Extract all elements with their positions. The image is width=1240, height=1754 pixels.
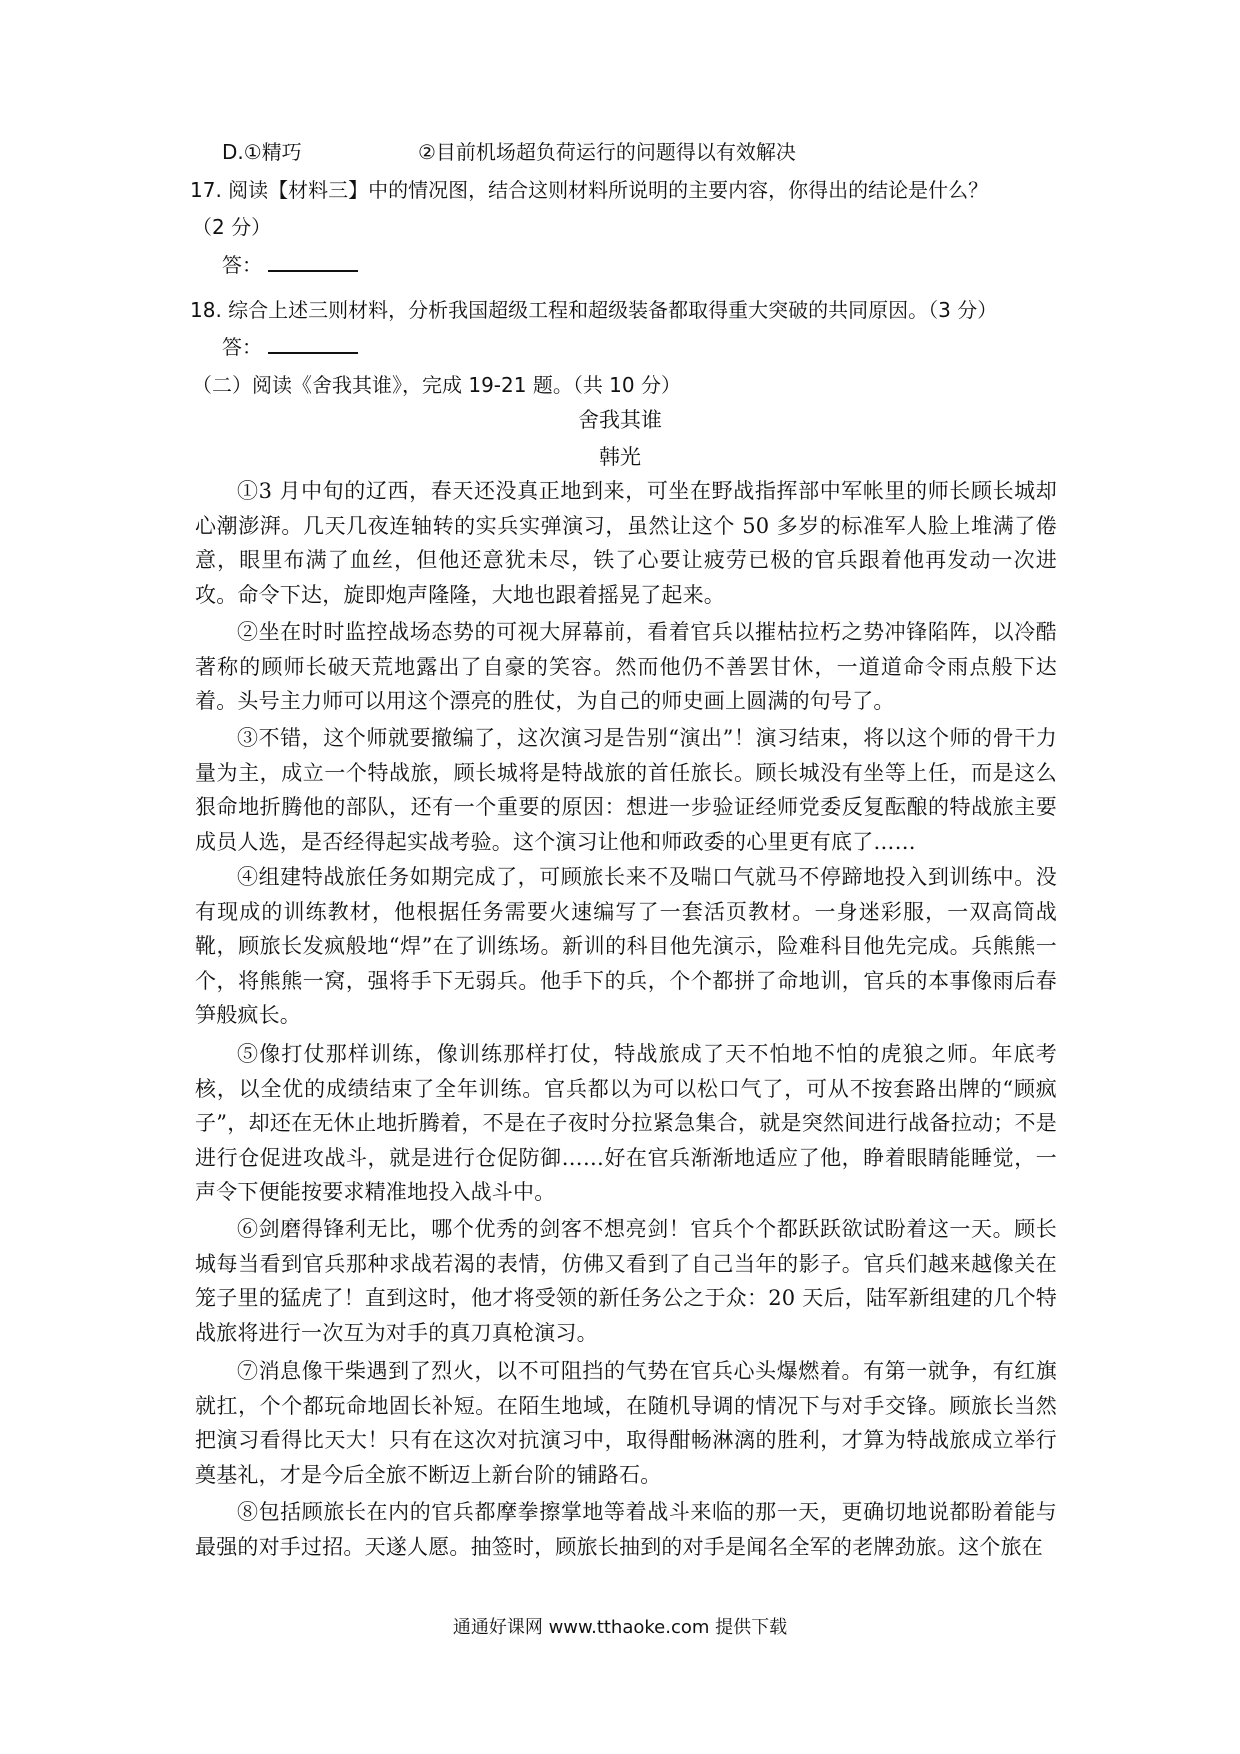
option-d-label: D.①精巧: [222, 140, 302, 164]
article-paragraph-4: ④组建特战旅任务如期完成了，可顾旅长来不及喘口气就马不停蹄地投入到训练中。没有现成的训练教材，他根据任务需要火速编写了一套活页教材。一身迷彩服，一双高筒战靴，顾旅长发疯般地“焊”在了训练场。新训的科目他先演示，险难科目他先完成。兵熊熊一个，将熊熊一窝，强将手下无弱兵。他手下的兵，个个都拼了命地训，官兵的本事像雨后春笋般疯长。: [195, 865, 1057, 1027]
footer-watermark: 通通好课网 www.tthaoke.com 提供下载: [452, 1617, 788, 1638]
article-title: 舍我其谁: [578, 408, 662, 432]
question-17-answer: [222, 250, 358, 280]
question-18-answer: [222, 332, 358, 362]
article-author: 韩光: [599, 445, 641, 469]
article-paragraph-6: ⑥剑磨得锋利无比，哪个优秀的剑客不想亮剑！官兵个个都跃跃欲试盼着这一天。顾长城每当看到官兵那种求战若渴的表情，仿佛又看到了自己当年的影子。官兵们越来越像关在笼子里的猛虎了！直到这时，他才将受领的新任务公之于众：20 天后，陆军新组建的几个特战旅将进行一次互为对手的真刀真枪演习。: [195, 1217, 1057, 1345]
article-paragraph-1: ①3 月中旬的辽西，春天还没真正地到来，可坐在野战指挥部中军帐里的师长顾长城却心潮澎湃。几天几夜连轴转的实兵实弹演习，虽然让这个 50 多岁的标准军人脸上堆满了倦意，眼里布满了血丝，但他还意犹未尽，铁了心要让疲劳已极的官兵跟着他再发动一次进攻。命令下达，旋即炮声隆隆，大地也跟着摇晃了起来。: [195, 479, 1057, 607]
article-paragraph-2: ②坐在时时监控战场态势的可视大屏幕前，看着官兵以摧枯拉朽之势冲锋陷阵，以冷酷著称的顾师长破天荒地露出了自豪的笑容。然而他仍不善罢甘休，一道道命令雨点般下达着。头号主力师可以用这个漂亮的胜仗，为自己的师史画上圆满的句号了。: [195, 620, 1057, 713]
option-d-line: [222, 137, 302, 167]
question-17: 17. 阅读【材料三】中的情况图，结合这则材料所说明的主要内容，你得出的结论是什么？: [190, 178, 989, 202]
article-paragraph-5: ⑤像打仗那样训练，像训练那样打仗，特战旅成了天不怕地不怕的虎狼之师。年底考核，以全优的成绩结束了全年训练。官兵都以为可以松口气了，可从不按套路出牌的“顾疯子”，却还在无休止地折腾着，不是在子夜时分拉紧急集合，就是突然间进行战备拉动；不是进行仓促进攻战斗，就是进行仓促防御……好在官兵渐渐地适应了他，睁着眼睛能睡觉，一声令下便能按要求精准地投入战斗中。: [195, 1042, 1057, 1204]
answer-label: 答：: [222, 253, 262, 277]
article-paragraph-7: ⑦消息像干柴遇到了烈火，以不可阻挡的气势在官兵心头爆燃着。有第一就争，有红旗就扛，个个都玩命地固长补短。在陌生地域，在随机导调的情况下与对手交锋。顾旅长当然把演习看得比天大！只有在这次对抗演习中，取得酣畅淋漓的胜利，才算为特战旅成立举行奠基礼，才是今后全旅不断迈上新台阶的铺路石。: [195, 1359, 1057, 1487]
question-17-score: （2 分）: [192, 215, 272, 239]
answer-blank-line[interactable]: [268, 250, 358, 272]
answer-blank-line[interactable]: [268, 332, 358, 354]
answer-label: 答：: [222, 335, 262, 359]
article-paragraph-8: ⑧包括顾旅长在内的官兵都摩拳擦掌地等着战斗来临的那一天，更确切地说都盼着能与最强的对手过招。天遂人愿。抽签时，顾旅长抽到的对手是闻名全军的老牌劲旅。这个旅在: [195, 1500, 1057, 1559]
article-paragraph-3: ③不错，这个师就要撤编了，这次演习是告别“演出”！演习结束，将以这个师的骨干力量为主，成立一个特战旅，顾长城将是特战旅的首任旅长。顾长城没有坐等上任，而是这么狠命地折腾他的部队，还有一个重要的原因：想进一步验证经师党委反复酝酿的特战旅主要成员人选，是否经得起实战考验。这个演习让他和师政委的心里更有底了……: [195, 726, 1057, 854]
option-d-text: ②目前机场超负荷运行的问题得以有效解决: [418, 140, 796, 164]
question-18: 18. 综合上述三则材料，分析我国超级工程和超级装备都取得重大突破的共同原因。（3 分）: [190, 298, 998, 322]
section-heading: （二）阅读《舍我其谁》，完成 19-21 题。（共 10 分）: [192, 373, 681, 397]
